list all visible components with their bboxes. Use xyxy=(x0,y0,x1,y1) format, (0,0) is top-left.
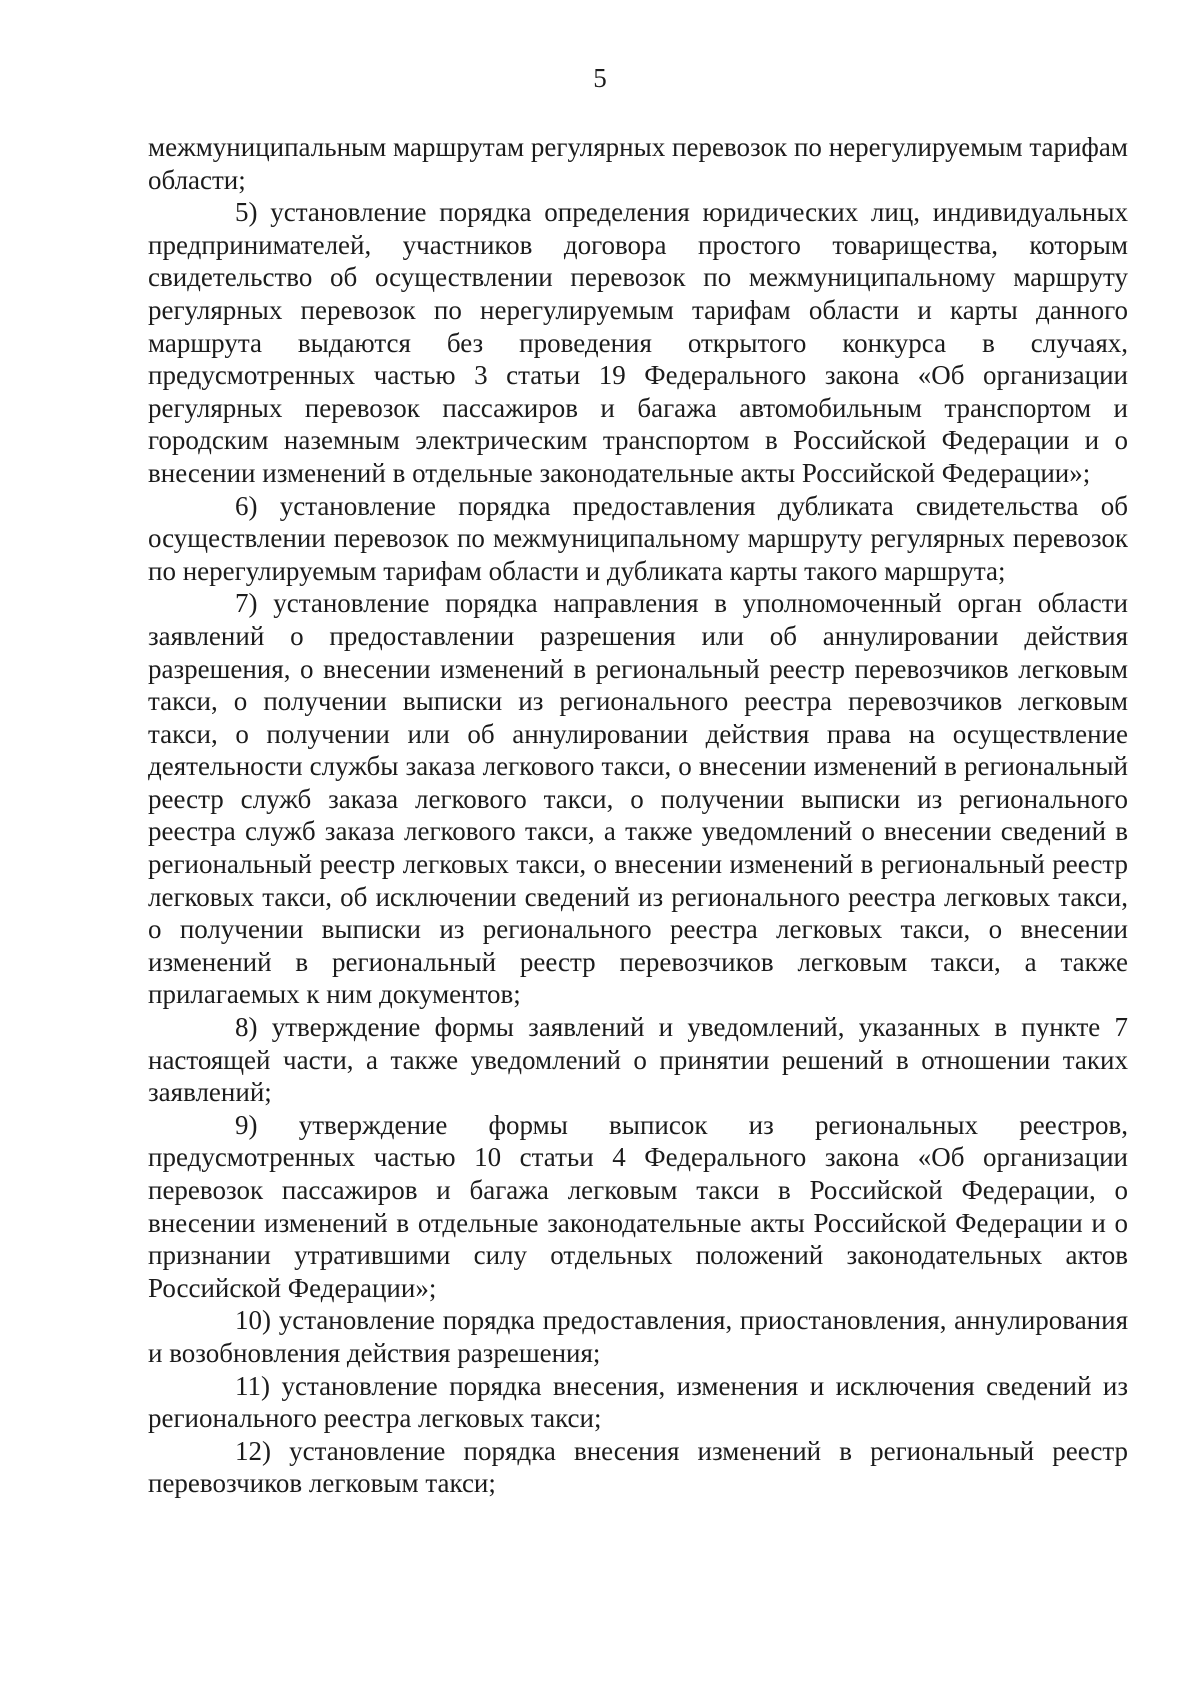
paragraph-item-8: 8) утверждение формы заявлений и уведомлений, указанных в пункте 7 настоящей части, а также уведомлений о принятии решений в отношении таких заявлений; xyxy=(148,1012,1128,1108)
paragraph-item-12: 12) установление порядка внесения изменений в региональный реестр перевозчиков легковым такси; xyxy=(148,1435,1128,1499)
paragraph-continuation: межмуниципальным маршрутам регулярных перевозок по нерегулируемым тарифам области; xyxy=(148,132,1128,195)
paragraph-item-9: 9) утверждение формы выписок из региональных реестров, предусмотренных частью 10 статьи 4 Федерального закона «Об организации перевозок пассажиров и багажа легковым такси в Российской Федерации, о внесении изменений в отдельные законодательные акты Российской Федерации и о признании утратившими силу отдельных положений законодательных актов Российской Федерации»; xyxy=(148,1109,1128,1303)
paragraph-item-6: 6) установление порядка предоставления дубликата свидетельства об осуществлении перевозок по межмуниципальному маршруту регулярных перевозок по нерегулируемым тарифам области и дубликата карты такого маршрута; xyxy=(148,490,1128,586)
document-body xyxy=(148,131,1128,1500)
page-number: 5 xyxy=(593,63,607,93)
paragraph-item-10: 10) установление порядка предоставления, приостановления, аннулирования и возобновления действия разрешения; xyxy=(148,1305,1128,1368)
paragraph-item-5: 5) установление порядка определения юридических лиц, индивидуальных предпринимателей, участников договора простого товарищества, которым свидетельство об осуществлении перевозок по межмуниципальному маршруту регулярных перевозок по нерегулируемым тарифам области и карты данного маршрута выдаются без проведения открытого конкурса в случаях, предусмотренных частью 3 статьи 19 Федерального закона «Об организации регулярных перевозок пассажиров и багажа автомобильным транспортом и городским наземным электрическим транспортом в Российской Федерации и о внесении изменений в отдельные законодательные акты Российской Федерации»; xyxy=(148,197,1128,488)
paragraph-item-11: 11) установление порядка внесения, изменения и исключения сведений из регионального реестра легковых такси; xyxy=(148,1370,1128,1434)
paragraph-item-7: 7) установление порядка направления в уполномоченный орган области заявлений о предоставлении разрешения или об аннулировании действия разрешения, о внесении изменений в региональный реестр перевозчиков легковым такси, о получении выписки из регионального реестра перевозчиков легковым такси, о получении или об аннулировании действия права на осуществление деятельности службы заказа легкового такси, о внесении изменений в региональный реестр служб заказа легкового такси, о получении выписки из регионального реестра служб заказа легкового такси, а также уведомлений о внесении сведений в региональный реестр легковых такси, о внесении изменений в региональный реестр легковых такси, об исключении сведений из регионального реестра легковых такси, о получении выписки из регионального реестра легковых такси, о внесении изменений в региональный реестр перевозчиков легковым такси, а также прилагаемых к ним документов; xyxy=(148,588,1128,1010)
